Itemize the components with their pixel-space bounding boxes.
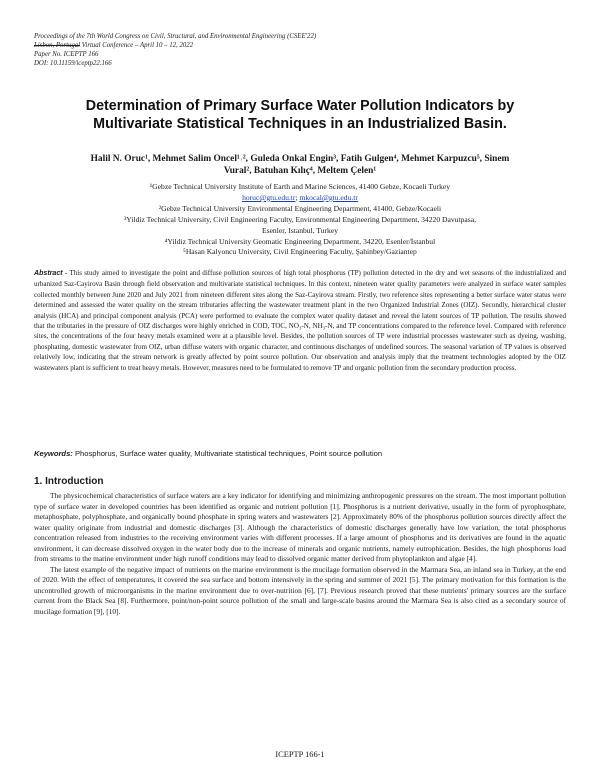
affiliation-1: ¹Gebze Technical University Institute of Earth and Marine Sciences, 41400 Gebze, Kocaeli Turkey [149, 182, 451, 191]
doi: DOI: 10.11159/iceptp22.166 [34, 59, 112, 67]
contact-emails [34, 193, 566, 204]
email-link-1[interactable]: horuc@gtu.edu.tr [242, 192, 296, 202]
conference-line-1: Proceedings of the 7th World Congress on Civil, Structural, and Environmental Engineering (CSEE'22) [34, 33, 317, 40]
page-footer: ICEPTP 166-1 [275, 750, 325, 759]
struck-location: Lisbon, Portugal [34, 41, 81, 49]
title-line-2: Multivariate Statistical Techniques in an Industrialized Basin. [93, 115, 507, 132]
intro-paragraph-2: The latest example of the negative impact of nutrients on the marine environment is the mucilage formation observed in the Marmara Sea, an inland sea in Turkey, at the end of 2020. With the effect of temperatures, it covered the sea surface and bottom intensively in the spring and summer of 2021 [5]. The primary motivation for this formation is the uncontrolled growth of microorganisms in the marine environment due to over-nutrition [6], [7]. Previous research proved that these nutrients' primary sources are the surface current from the Black Sea [8]. Furthermore, point/non-point source pollution of the small and large-scale basins around the Marmara Sea is also cited as a secondary source of mucilage formation [9], [10]. [34, 564, 566, 616]
intro-paragraph-1: The physicochemical characteristics of surface waters are a key indicator for identifying and minimizing anthropogenic pressures on the stream. The most important pollution type of surface water in developed countries has been identified as organic and nutrient pollution [1]. Phosphorus is a nutrient derivative, usually in the form of pyrophosphate, metaphosphate, polyphosphate, and organically bound phosphate in spring waters and wastewaters [2]. Approximately 80% of the phosphorus pollution sources directly affect the water quality originate from industrial and domestic discharges [3]. Although the characteristics of domestic discharges generally have low variation, the total phosphorus concentration released from industries to the receiving environment varies with different processes. If a large amount of phosphorus and its derivatives are found in the aquatic environment, it can decrease dissolved oxygen in the water body due to the increase of minerals and organic nutrients, namely eutrophication. Besides, the high phosphorus load from streams to the marine environment under high runoff conditions may lead to dissolved organic matter derived from phytoplankton and algae [4]. [34, 491, 566, 563]
conference-line-2 [34, 42, 554, 51]
introduction-body [34, 491, 566, 617]
affiliations [34, 182, 566, 258]
email-link-2[interactable]: mkocal@gtu.edu.tr [299, 192, 358, 202]
abstract [34, 268, 566, 373]
abstract-text: - This study aimed to investigate the point and diffuse pollution sources of high total phosphorus (TP) pollution detected in the dry and wet seasons of the industrialized and urbanized Saz-Cayirova Basin through field observation and multivariate statistical techniques. In this context, nineteen water quality parameters were analyzed in surface water samples collected monthly between June 2020 and July 2021 from nineteen different sites along the Saz-Cayirova stream. Firstly, two reference sites representing a better surface water status were determined and assessed the water quality on the stream tributaries affecting the wastewater treatment plant in the two Organized Industrial Zones (OIZ). Secondly, hierarchical cluster analysis (HCA) and principal component analysis (PCA) were performed to evaluate the complex water quality dataset and reveal the latent sources of TP pollution. The results showed that the tributaries in the pressure of OIZ discharges were highly enriched in COD, TOC, NO₃-N, NH₃-N, and TP concentrations compared to the reference level. Compared with reference sites, the concentrations of the four heavy metals examined were at a plausible level. Besides, the pollution sources of TP were industrial processes wastewater such as dyeing, washing, phosphating, domestic wastewater from OIZ, urban diffuse waters with organic character, and continuous discharges of undefined sources. The seasonal variation of TP values is observed relatively low, indicating that the stream network is greatly affected by point source pollution. Our observation and analysis imply that the treatment technologies adopted by the OIZ wastewaters plant is sufficient to treat heavy metals. However, measures need to be formulated to remove TP and organic pollution from the secondary production process. [34, 269, 566, 372]
author-list [34, 153, 566, 178]
conference-header [34, 33, 554, 69]
title-line-1: Determination of Primary Surface Water Pollution Indicators by [85, 98, 515, 114]
affiliation-2: ²Gebze Technical University Environmental Engineering Department, 41400, Gebze/Kocaeli [158, 203, 442, 213]
authors-line-2: Vural², Batuhan Kılıç⁴, Meltem Çelen¹ [223, 166, 377, 177]
affiliation-4: ⁴Yildiz Technical University Geomatic Engineering Department, 34220, Esenler/İstanbul [164, 236, 436, 246]
keywords-label: Keywords: [34, 449, 73, 458]
keywords-text: Phosphorus, Surface water quality, Multivariate statistical techniques, Point source pollution [72, 449, 383, 458]
paper-number: Paper No. ICEPTP 166 [34, 50, 99, 58]
email-separator: ; [295, 192, 300, 202]
paper-title [34, 98, 566, 133]
section-heading-introduction: 1. Introduction [34, 476, 104, 487]
keywords [34, 449, 566, 459]
authors-line-1: Halil N. Oruc¹, Mehmet Salim Oncel¹˒², Guleda Onkal Engin³, Fatih Gulgen⁴, Mehmet Karpuzcu⁵, Sinem [90, 154, 510, 164]
affiliation-3-cont: Esenler, Istanbul, Turkey [261, 225, 339, 235]
conference-dates: Virtual Conference – April 10 – 12, 2022 [80, 41, 194, 49]
affiliation-3: ³Yildiz Technical University, Civil Engineering Faculty, Environmental Engineering Department, 34220 Davutpasa, [124, 214, 476, 224]
abstract-label: Abstract [34, 270, 63, 277]
affiliation-5: ⁵Hasan Kalyoncu University, Civil Engineering Faculty, Şahinbey/Gaziantep [183, 247, 417, 257]
